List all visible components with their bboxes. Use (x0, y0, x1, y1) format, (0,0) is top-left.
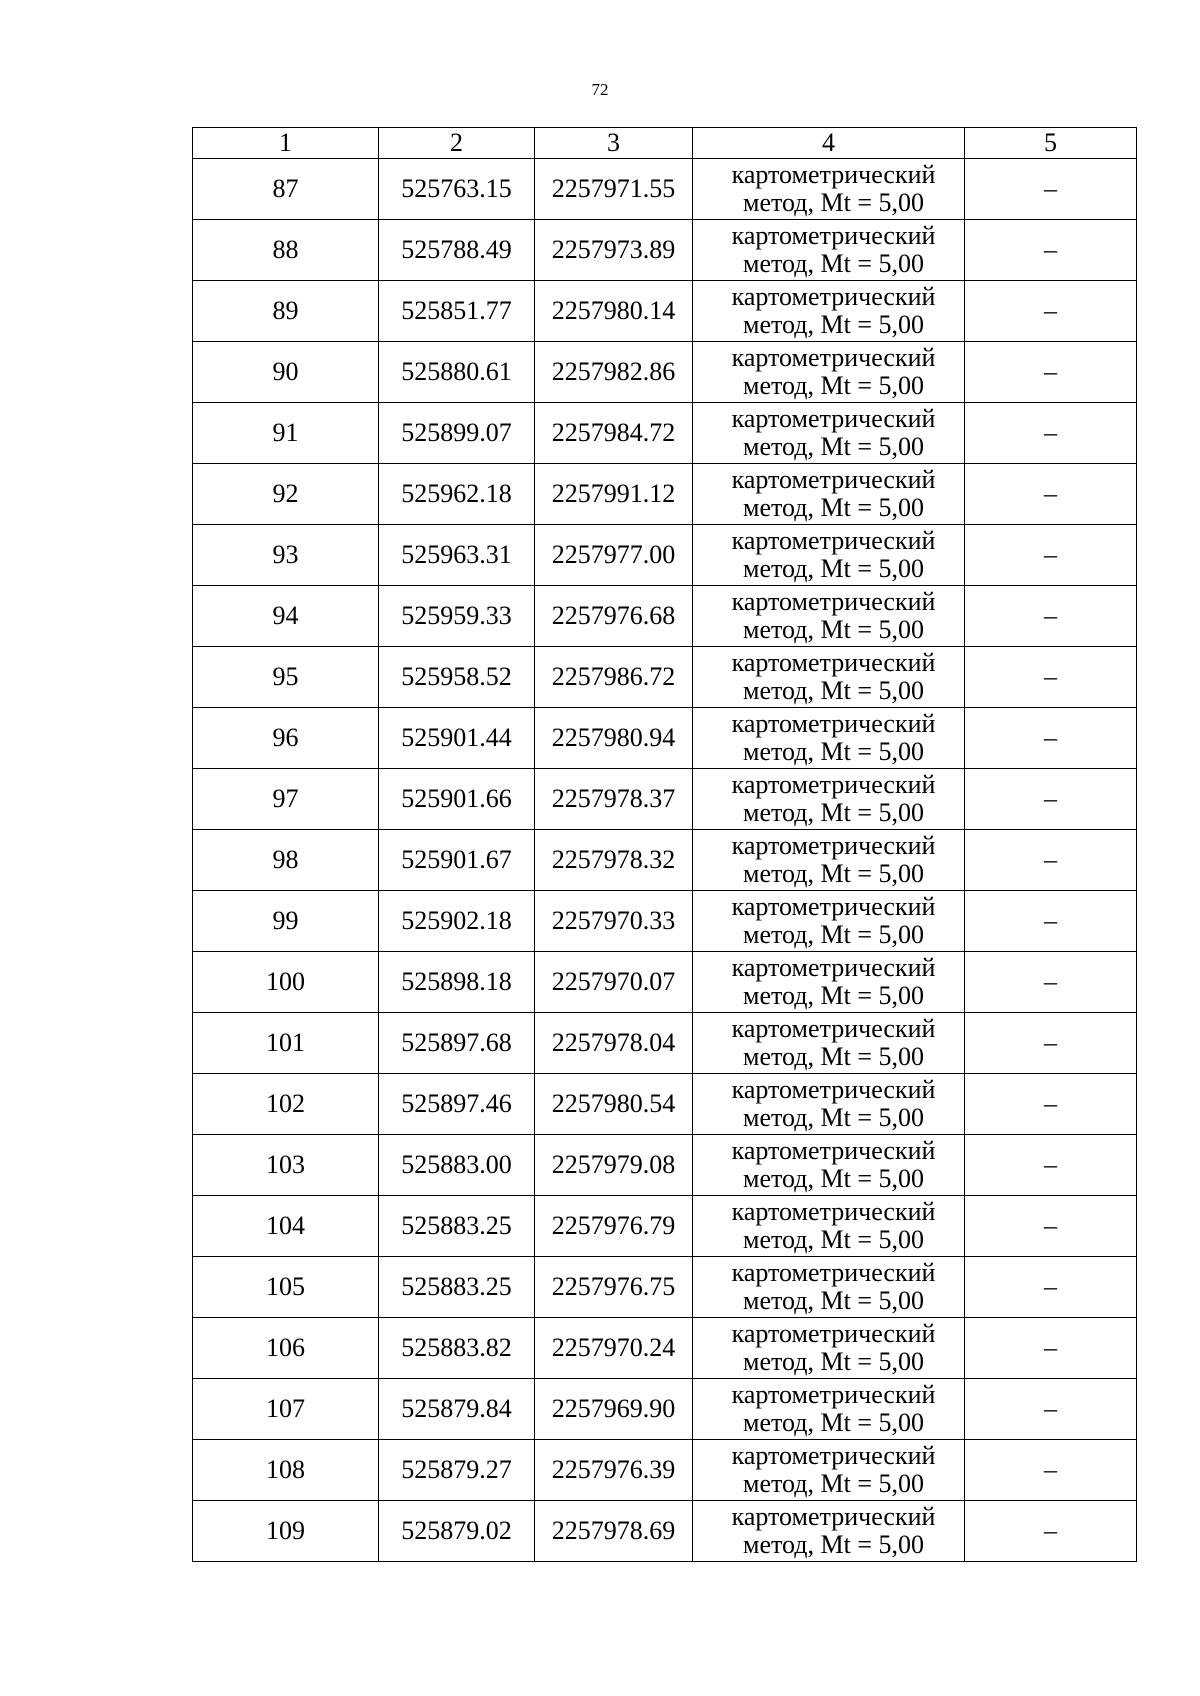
x-coordinate-cell: 525901.66 (379, 769, 535, 830)
method-cell (693, 891, 965, 952)
table-row (193, 586, 1137, 647)
x-coordinate-cell: 525883.00 (379, 1135, 535, 1196)
table-row (193, 403, 1137, 464)
method-text-line-2: метод, Mt = 5,00 (743, 798, 924, 827)
method-text-line-2: метод, Mt = 5,00 (743, 1042, 924, 1071)
method-text-line-1: картометрический (731, 1197, 936, 1226)
x-coordinate-cell: 525901.67 (379, 830, 535, 891)
table-row (193, 708, 1137, 769)
point-number-cell: 91 (193, 403, 379, 464)
x-coordinate-cell: 525879.84 (379, 1379, 535, 1440)
method-cell (693, 1074, 965, 1135)
point-number-cell: 94 (193, 586, 379, 647)
point-number-cell: 105 (193, 1257, 379, 1318)
method-text-line-2: метод, Mt = 5,00 (743, 1225, 924, 1254)
note-cell: – (965, 464, 1137, 525)
x-coordinate-cell: 525883.82 (379, 1318, 535, 1379)
table-row (193, 1074, 1137, 1135)
note-cell: – (965, 1135, 1137, 1196)
y-coordinate-cell: 2257977.00 (535, 525, 693, 586)
method-cell (693, 1196, 965, 1257)
note-cell: – (965, 1074, 1137, 1135)
y-coordinate-cell: 2257978.32 (535, 830, 693, 891)
table-row (193, 464, 1137, 525)
x-coordinate-cell: 525962.18 (379, 464, 535, 525)
table-row (193, 220, 1137, 281)
method-text-line-1: картометрический (731, 282, 936, 311)
y-coordinate-cell: 2257978.37 (535, 769, 693, 830)
y-coordinate-cell: 2257978.04 (535, 1013, 693, 1074)
x-coordinate-cell: 525880.61 (379, 342, 535, 403)
header-col-1: 1 (193, 128, 379, 159)
method-text-line-1: картометрический (731, 1380, 936, 1409)
header-col-5: 5 (965, 128, 1137, 159)
method-text-line-2: метод, Mt = 5,00 (743, 1408, 924, 1437)
note-cell: – (965, 220, 1137, 281)
method-text-line-2: метод, Mt = 5,00 (743, 493, 924, 522)
method-text-line-1: картометрический (731, 343, 936, 372)
method-text-line-2: метод, Mt = 5,00 (743, 1164, 924, 1193)
point-number-cell: 87 (193, 159, 379, 220)
y-coordinate-cell: 2257980.14 (535, 281, 693, 342)
note-cell: – (965, 891, 1137, 952)
y-coordinate-cell: 2257979.08 (535, 1135, 693, 1196)
table-row (193, 1196, 1137, 1257)
method-cell (693, 220, 965, 281)
method-cell (693, 769, 965, 830)
x-coordinate-cell: 525851.77 (379, 281, 535, 342)
y-coordinate-cell: 2257980.94 (535, 708, 693, 769)
method-text-line-2: метод, Mt = 5,00 (743, 676, 924, 705)
method-text-line-1: картометрический (731, 648, 936, 677)
method-text-line-1: картометрический (731, 1319, 936, 1348)
point-number-cell: 102 (193, 1074, 379, 1135)
method-text-line-1: картометрический (731, 831, 936, 860)
table-row (193, 1257, 1137, 1318)
x-coordinate-cell: 525879.27 (379, 1440, 535, 1501)
method-text-line-1: картометрический (731, 1014, 936, 1043)
note-cell: – (965, 1440, 1137, 1501)
method-text-line-1: картометрический (731, 465, 936, 494)
header-row (193, 128, 1137, 159)
y-coordinate-cell: 2257970.24 (535, 1318, 693, 1379)
method-text-line-2: метод, Mt = 5,00 (743, 554, 924, 583)
point-number-cell: 106 (193, 1318, 379, 1379)
note-cell: – (965, 647, 1137, 708)
x-coordinate-cell: 525898.18 (379, 952, 535, 1013)
method-cell (693, 1501, 965, 1562)
x-coordinate-cell: 525883.25 (379, 1257, 535, 1318)
x-coordinate-cell: 525788.49 (379, 220, 535, 281)
method-text-line-1: картометрический (731, 404, 936, 433)
method-text-line-2: метод, Mt = 5,00 (743, 1103, 924, 1132)
y-coordinate-cell: 2257973.89 (535, 220, 693, 281)
table-body (193, 159, 1137, 1562)
note-cell: – (965, 830, 1137, 891)
y-coordinate-cell: 2257982.86 (535, 342, 693, 403)
table-row (193, 891, 1137, 952)
point-number-cell: 97 (193, 769, 379, 830)
method-text-line-2: метод, Mt = 5,00 (743, 188, 924, 217)
method-text-line-2: метод, Mt = 5,00 (743, 432, 924, 461)
table-row (193, 1318, 1137, 1379)
x-coordinate-cell: 525899.07 (379, 403, 535, 464)
method-cell (693, 281, 965, 342)
note-cell: – (965, 403, 1137, 464)
y-coordinate-cell: 2257984.72 (535, 403, 693, 464)
point-number-cell: 100 (193, 952, 379, 1013)
y-coordinate-cell: 2257970.07 (535, 952, 693, 1013)
header-col-3: 3 (535, 128, 693, 159)
method-cell (693, 708, 965, 769)
note-cell: – (965, 1013, 1137, 1074)
x-coordinate-cell: 525879.02 (379, 1501, 535, 1562)
y-coordinate-cell: 2257970.33 (535, 891, 693, 952)
x-coordinate-cell: 525901.44 (379, 708, 535, 769)
method-text-line-2: метод, Mt = 5,00 (743, 615, 924, 644)
method-text-line-1: картометрический (731, 1136, 936, 1165)
method-text-line-2: метод, Mt = 5,00 (743, 249, 924, 278)
method-text-line-2: метод, Mt = 5,00 (743, 859, 924, 888)
header-col-2: 2 (379, 128, 535, 159)
note-cell: – (965, 1501, 1137, 1562)
x-coordinate-cell: 525959.33 (379, 586, 535, 647)
method-text-line-1: картометрический (731, 1258, 936, 1287)
y-coordinate-cell: 2257980.54 (535, 1074, 693, 1135)
method-cell (693, 586, 965, 647)
method-text-line-1: картометрический (731, 953, 936, 982)
method-text-line-1: картометрический (731, 1502, 936, 1531)
method-text-line-1: картометрический (731, 709, 936, 738)
table-row (193, 952, 1137, 1013)
y-coordinate-cell: 2257976.39 (535, 1440, 693, 1501)
header-col-4: 4 (693, 128, 965, 159)
method-text-line-1: картометрический (731, 1441, 936, 1470)
point-number-cell: 89 (193, 281, 379, 342)
table-row (193, 830, 1137, 891)
method-text-line-1: картометрический (731, 587, 936, 616)
table-row (193, 1379, 1137, 1440)
y-coordinate-cell: 2257991.12 (535, 464, 693, 525)
method-cell (693, 647, 965, 708)
point-number-cell: 109 (193, 1501, 379, 1562)
note-cell: – (965, 159, 1137, 220)
x-coordinate-cell: 525897.68 (379, 1013, 535, 1074)
note-cell: – (965, 1318, 1137, 1379)
y-coordinate-cell: 2257976.75 (535, 1257, 693, 1318)
method-cell (693, 1135, 965, 1196)
method-text-line-1: картометрический (731, 1075, 936, 1104)
note-cell: – (965, 525, 1137, 586)
method-text-line-2: метод, Mt = 5,00 (743, 310, 924, 339)
method-cell (693, 1379, 965, 1440)
method-text-line-2: метод, Mt = 5,00 (743, 920, 924, 949)
method-text-line-1: картометрический (731, 221, 936, 250)
point-number-cell: 107 (193, 1379, 379, 1440)
note-cell: – (965, 952, 1137, 1013)
method-text-line-2: метод, Mt = 5,00 (743, 1286, 924, 1315)
page-number: 72 (591, 80, 609, 99)
x-coordinate-cell: 525963.31 (379, 525, 535, 586)
table-row (193, 1440, 1137, 1501)
point-number-cell: 95 (193, 647, 379, 708)
table-row (193, 769, 1137, 830)
method-cell (693, 464, 965, 525)
table-row (193, 159, 1137, 220)
point-number-cell: 98 (193, 830, 379, 891)
method-cell (693, 159, 965, 220)
x-coordinate-cell: 525897.46 (379, 1074, 535, 1135)
x-coordinate-cell: 525883.25 (379, 1196, 535, 1257)
method-cell (693, 403, 965, 464)
x-coordinate-cell: 525763.15 (379, 159, 535, 220)
y-coordinate-cell: 2257976.79 (535, 1196, 693, 1257)
note-cell: – (965, 1257, 1137, 1318)
note-cell: – (965, 769, 1137, 830)
method-text-line-1: картометрический (731, 526, 936, 555)
y-coordinate-cell: 2257986.72 (535, 647, 693, 708)
note-cell: – (965, 342, 1137, 403)
y-coordinate-cell: 2257976.68 (535, 586, 693, 647)
method-text-line-2: метод, Mt = 5,00 (743, 1347, 924, 1376)
y-coordinate-cell: 2257978.69 (535, 1501, 693, 1562)
method-text-line-1: картометрический (731, 892, 936, 921)
point-number-cell: 103 (193, 1135, 379, 1196)
point-number-cell: 108 (193, 1440, 379, 1501)
point-number-cell: 88 (193, 220, 379, 281)
y-coordinate-cell: 2257969.90 (535, 1379, 693, 1440)
point-number-cell: 92 (193, 464, 379, 525)
method-cell (693, 525, 965, 586)
method-text-line-2: метод, Mt = 5,00 (743, 1530, 924, 1559)
method-text-line-1: картометрический (731, 160, 936, 189)
method-text-line-2: метод, Mt = 5,00 (743, 981, 924, 1010)
table-row (193, 1135, 1137, 1196)
point-number-cell: 93 (193, 525, 379, 586)
method-text-line-2: метод, Mt = 5,00 (743, 371, 924, 400)
table-row (193, 1501, 1137, 1562)
table-row (193, 342, 1137, 403)
point-number-cell: 101 (193, 1013, 379, 1074)
method-cell (693, 952, 965, 1013)
table-row (193, 647, 1137, 708)
method-cell (693, 830, 965, 891)
table-row (193, 281, 1137, 342)
method-cell (693, 342, 965, 403)
coordinates-table (192, 127, 1137, 1562)
point-number-cell: 104 (193, 1196, 379, 1257)
method-cell (693, 1257, 965, 1318)
table-header (193, 128, 1137, 159)
point-number-cell: 99 (193, 891, 379, 952)
note-cell: – (965, 1379, 1137, 1440)
note-cell: – (965, 1196, 1137, 1257)
y-coordinate-cell: 2257971.55 (535, 159, 693, 220)
point-number-cell: 96 (193, 708, 379, 769)
x-coordinate-cell: 525902.18 (379, 891, 535, 952)
note-cell: – (965, 708, 1137, 769)
note-cell: – (965, 586, 1137, 647)
table-row (193, 525, 1137, 586)
method-text-line-2: метод, Mt = 5,00 (743, 737, 924, 766)
point-number-cell: 90 (193, 342, 379, 403)
method-cell (693, 1013, 965, 1074)
method-text-line-2: метод, Mt = 5,00 (743, 1469, 924, 1498)
x-coordinate-cell: 525958.52 (379, 647, 535, 708)
method-cell (693, 1440, 965, 1501)
method-cell (693, 1318, 965, 1379)
note-cell: – (965, 281, 1137, 342)
method-text-line-1: картометрический (731, 770, 936, 799)
table-row (193, 1013, 1137, 1074)
